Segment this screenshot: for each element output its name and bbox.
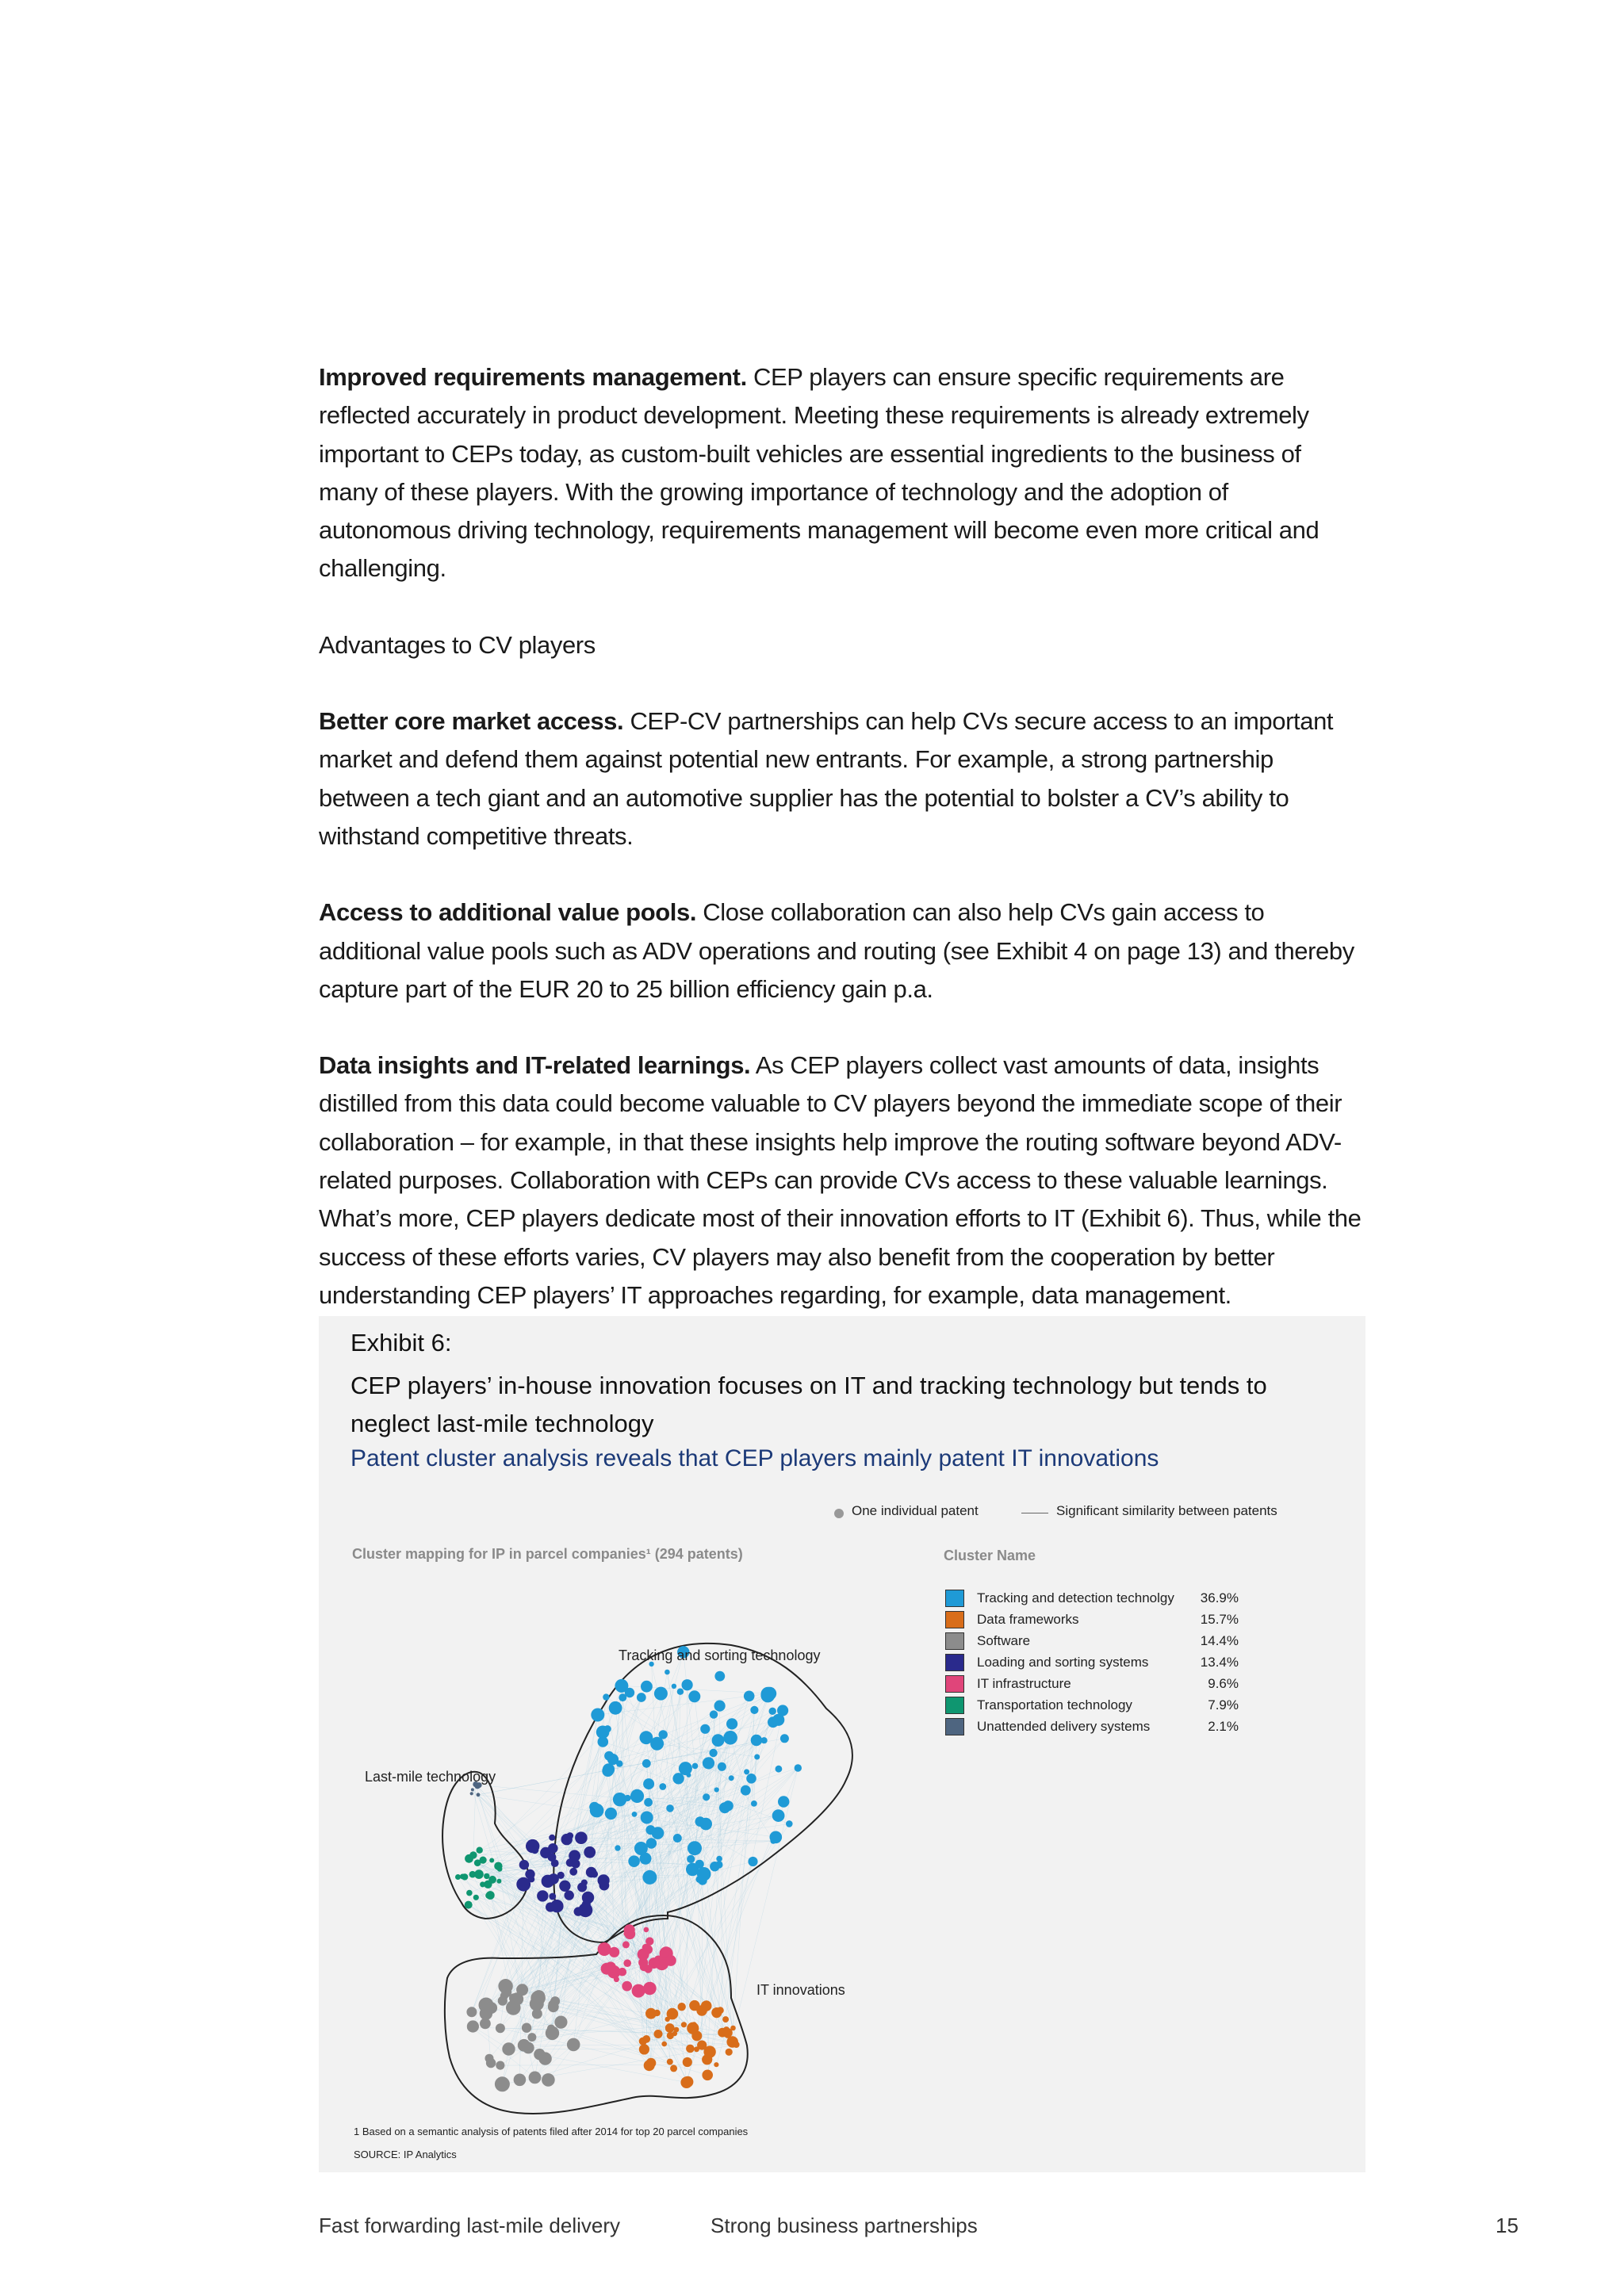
cluster-caption: Cluster Name <box>944 1548 1036 1563</box>
patent-dot <box>691 2022 697 2027</box>
patent-dot <box>688 1841 702 1855</box>
legend-label: Loading and sorting systems <box>977 1655 1149 1670</box>
legend-swatch <box>945 1611 964 1628</box>
patent-dot <box>550 1900 563 1912</box>
patent-dot <box>679 1762 692 1775</box>
region-label-tracking: Tracking and sorting technology <box>619 1647 821 1663</box>
patent-dot <box>467 2022 477 2032</box>
patent-dot <box>634 1842 648 1855</box>
paragraph-requirements <box>319 358 1365 588</box>
patent-dot <box>733 2042 740 2048</box>
patent-dot <box>455 1874 461 1880</box>
region-label-it: IT innovations <box>756 1982 845 1998</box>
legend-share: 13.4% <box>1200 1655 1239 1670</box>
patent-dot <box>582 1892 594 1904</box>
patent-dot <box>795 1764 802 1771</box>
patent-dot <box>750 1706 758 1714</box>
patent-dot <box>502 2042 515 2055</box>
patent-dot <box>726 1718 737 1729</box>
paragraph-lead: Access to additional value pools. <box>319 898 697 927</box>
key-patent-label: One individual patent <box>852 1503 979 1518</box>
patent-dot <box>667 2059 673 2065</box>
legend-label: Software <box>977 1633 1031 1648</box>
patent-dot <box>604 1751 614 1761</box>
patent-dot-icon <box>834 1509 844 1518</box>
patent-dot <box>574 1907 583 1915</box>
patent-dot <box>714 1787 719 1792</box>
patent-dot <box>714 1736 722 1744</box>
patent-dot <box>615 1845 620 1850</box>
patent-dot <box>511 1992 523 2005</box>
patent-dot <box>537 1890 548 1901</box>
legend-share: 14.4% <box>1200 1633 1239 1648</box>
legend-swatch <box>945 1654 964 1671</box>
patent-dot <box>623 1931 628 1936</box>
patent-dot <box>519 1860 529 1869</box>
exhibit-6 <box>319 1316 1365 2172</box>
patent-dot <box>542 2073 555 2087</box>
patent-dot <box>565 1890 574 1900</box>
patent-dot <box>486 2002 497 2013</box>
patent-dot <box>683 2057 692 2067</box>
patent-dot <box>462 1873 468 1880</box>
patent-dot <box>640 1962 649 1971</box>
patent-dot <box>470 1792 473 1795</box>
patent-dot <box>625 1688 634 1697</box>
patent-dot <box>724 2031 731 2038</box>
patent-dot <box>672 1773 684 1784</box>
patent-dot <box>686 2045 695 2053</box>
legend-row <box>945 1632 1262 1653</box>
paragraph-data-insights <box>319 1047 1365 1314</box>
patent-dot <box>497 1866 503 1872</box>
patent-dot <box>670 2064 677 2072</box>
paragraph-lead: Better core market access. <box>319 707 624 736</box>
patent-dot <box>496 2023 505 2033</box>
patent-dot <box>744 1769 749 1774</box>
patent-dot <box>751 1800 757 1807</box>
legend-swatch <box>945 1675 964 1693</box>
patent-dot <box>666 1804 674 1812</box>
legend-share: 7.9% <box>1208 1697 1239 1712</box>
patent-dot <box>465 1854 473 1863</box>
patent-dot <box>584 1846 596 1858</box>
similarity-edge <box>573 1769 779 1872</box>
patent-dot <box>654 2030 663 2038</box>
legend-label: Transportation technology <box>977 1697 1132 1712</box>
patent-dot <box>496 2061 504 2070</box>
patent-dot <box>642 1870 657 1885</box>
similarity-edge <box>651 1739 729 2014</box>
map-caption: Cluster mapping for IP in parcel companies¹ (294 patents) <box>352 1546 743 1562</box>
patent-dot <box>649 1957 660 1969</box>
patent-dot <box>686 1773 691 1777</box>
patent-dot <box>523 2042 534 2054</box>
patent-dot <box>677 1689 684 1695</box>
patent-dot <box>644 1798 653 1807</box>
patent-dot <box>772 1809 785 1822</box>
patent-dot <box>613 1793 626 1806</box>
patent-dot <box>465 1901 473 1909</box>
patent-dot <box>722 2016 729 2022</box>
legend-label: Data frameworks <box>977 1612 1079 1627</box>
legend-share: 15.7% <box>1200 1612 1239 1627</box>
patent-dot <box>751 1735 762 1746</box>
patent-dot <box>754 1755 760 1760</box>
similarity-edge <box>645 1802 783 1948</box>
exhibit-label: Exhibit 6: <box>350 1329 452 1357</box>
patent-dot <box>644 2060 655 2071</box>
patent-dot <box>694 2046 699 2052</box>
patent-dot <box>546 2026 559 2040</box>
patent-dot <box>630 1789 644 1803</box>
patent-dot <box>723 1800 733 1811</box>
patent-dot <box>687 1855 695 1863</box>
paragraph-text: As CEP players collect vast amounts of data, insights distilled from this data could become valuable to CV players beyond the immediate scope of their collaboration – for example, in that these insights help improve the routing software beyond ADV-related purposes. Collaboration with CEPs can provide CVs access to these valuable learnings. What’s more, CEP players dedicate most of their innovation efforts to IT (Exhibit 6). Thus, while the success of these efforts varies, CV players may also benefit from the cooperation by better understanding CEP players’ IT approaches regarding, for example, data management. <box>319 1051 1362 1309</box>
patent-dot <box>534 2049 545 2060</box>
patent-dot <box>623 1959 631 1967</box>
patent-dot <box>477 1847 483 1854</box>
patent-dot <box>661 2042 667 2047</box>
patent-dot <box>642 1759 651 1768</box>
patent-dot <box>667 2032 674 2039</box>
patent-dot <box>776 1766 783 1773</box>
patent-dot <box>549 1893 556 1900</box>
legend-label: Unattended delivery systems <box>977 1719 1151 1734</box>
patent-dot <box>542 1875 554 1888</box>
paragraph-market-access <box>319 702 1365 855</box>
patent-dot <box>614 1976 619 1982</box>
legend-label: IT infrastructure <box>977 1676 1071 1691</box>
patent-dot <box>602 1765 614 1777</box>
exhibit-title: CEP players’ in-house innovation focuses on IT and tracking technology but tends to neglect last-mile technology <box>350 1372 1267 1437</box>
body-text <box>319 358 1365 1353</box>
patent-dot <box>531 1846 539 1854</box>
patent-dot <box>484 1873 489 1879</box>
patent-dot <box>665 2023 675 2033</box>
patent-dot <box>688 1690 700 1702</box>
legend-row <box>945 1674 1262 1696</box>
patent-dot <box>644 1927 649 1933</box>
patent-dot <box>640 1731 653 1744</box>
patent-dot <box>575 1831 588 1844</box>
legend-share: 9.6% <box>1208 1676 1239 1691</box>
patent-dot <box>591 1870 598 1877</box>
patent-dot <box>609 1701 622 1715</box>
legend-row <box>945 1610 1262 1632</box>
patent-dot <box>760 1689 775 1703</box>
patent-dot <box>548 2000 557 2009</box>
patent-dot <box>567 2038 580 2052</box>
patent-dot <box>632 1984 645 1998</box>
patent-dot <box>554 2016 567 2029</box>
patent-dot <box>528 1876 534 1882</box>
patent-dot <box>589 1802 599 1812</box>
patent-dot <box>682 1679 693 1690</box>
patent-dot <box>689 2000 699 2011</box>
patent-dot <box>603 1693 609 1700</box>
legend-row <box>945 1589 1262 1610</box>
patent-dot <box>714 2062 718 2067</box>
paragraph-text: CEP-CV partnerships can help CVs secure access to an important market and defend them against potential new entrants. For example, a strong partnership between a tech giant and an automotive supplier has the potential to bolster a CV’s ability to withstand competitive threats. <box>319 707 1334 850</box>
patent-dot <box>632 1812 638 1817</box>
patent-dot <box>486 1891 495 1900</box>
legend-swatch <box>945 1697 964 1714</box>
patent-dot <box>637 1693 646 1702</box>
patent-dot <box>604 1725 611 1732</box>
patent-dot <box>699 1818 712 1831</box>
patent-dot <box>495 2076 510 2091</box>
patent-dot <box>642 2035 650 2043</box>
patent-dot <box>605 1961 616 1973</box>
patent-dot <box>598 1942 611 1956</box>
patent-dot <box>703 1793 710 1800</box>
patent-dot <box>489 1858 494 1863</box>
similarity-edge <box>729 1768 798 2052</box>
patent-dot <box>778 1796 789 1807</box>
patent-dot <box>702 2070 713 2081</box>
legend-share: 36.9% <box>1200 1590 1239 1605</box>
patent-dot <box>770 1831 783 1844</box>
patent-dot <box>498 1996 508 2006</box>
patent-dot <box>710 1710 718 1718</box>
patent-dot <box>692 1763 699 1770</box>
paragraph-text: CEP players can ensure specific requirements are reflected accurately in product development. Meeting these requirements is already extremely important to CEPs today, as custom-built vehicles are essential ingredients to the business of many of these players. With the growing importance of technology and the adoption of autonomous driving technology, requirements management will become even more critical and challenging. <box>319 363 1320 583</box>
footer-section: Strong business partnerships <box>710 2214 978 2237</box>
patent-dot <box>726 2049 733 2056</box>
patent-dot <box>643 1778 654 1789</box>
patent-dot <box>714 1671 725 1682</box>
patent-dot <box>645 1937 653 1945</box>
exhibit-subtitle: Patent cluster analysis reveals that CEP players mainly patent IT innovations <box>350 1445 1159 1471</box>
patent-dot <box>716 1856 722 1862</box>
patent-dot <box>548 1843 558 1854</box>
patent-dot <box>769 1708 776 1715</box>
paragraph-text: Close collaboration can also help CVs gain access to additional value pools such as ADV operations and routing (see Exhibit 4 on page 13) and thereby capture part of the EUR 20 to 25 billion efficiency gain p.a. <box>319 898 1354 1003</box>
patent-dot <box>744 1691 755 1702</box>
patent-dot <box>645 2008 657 2019</box>
patent-dot <box>577 1883 587 1892</box>
patent-dot <box>718 1762 726 1771</box>
patent-dot <box>533 1990 546 2003</box>
legend-label: Tracking and detection technolgy <box>977 1590 1174 1605</box>
similarity-edge <box>473 1785 476 1855</box>
legend-row <box>945 1696 1262 1717</box>
exhibit-footnote: 1 Based on a semantic analysis of patents filed after 2014 for top 20 parcel companies <box>354 2126 749 2137</box>
patent-dot <box>703 1757 714 1769</box>
patent-dot <box>622 1941 630 1948</box>
patent-dot <box>786 1820 793 1827</box>
legend-swatch <box>945 1590 964 1607</box>
patent-dot <box>551 1859 559 1867</box>
patent-dot <box>646 1838 657 1848</box>
patent-dot <box>709 1749 717 1757</box>
patent-dot <box>641 1681 653 1693</box>
patent-dot <box>605 1808 617 1820</box>
patent-dot <box>645 1825 655 1835</box>
patent-dot <box>701 2000 712 2011</box>
patent-dot <box>477 1793 481 1797</box>
patent-dot <box>714 1701 726 1712</box>
patent-dot <box>628 1855 640 1867</box>
patent-dot <box>532 2009 542 2019</box>
patent-dot <box>665 1670 670 1675</box>
legend-row <box>945 1653 1262 1674</box>
patent-dot <box>496 1879 501 1884</box>
patent-dot <box>673 1834 682 1843</box>
paragraph-lead: Data insights and IT-related learnings. <box>319 1051 751 1080</box>
patent-dot <box>654 1687 668 1701</box>
section-heading: Advantages to CV players <box>319 630 596 659</box>
patent-dot <box>674 2027 680 2033</box>
patent-dot <box>480 1881 485 1887</box>
patent-dot <box>725 1735 732 1742</box>
patent-dot <box>569 1850 580 1862</box>
patent-dot <box>569 1868 577 1876</box>
patent-dot <box>772 1714 784 1726</box>
patent-dot <box>466 2007 477 2017</box>
patent-dot <box>559 1881 570 1892</box>
patent-dot <box>681 2022 687 2027</box>
patent-dot <box>715 1861 722 1868</box>
patent-dot <box>624 1795 630 1801</box>
patent-dot <box>741 1785 751 1796</box>
patent-dot <box>480 1857 487 1864</box>
patent-dot <box>643 1982 657 1996</box>
patent-dot <box>665 1955 676 1966</box>
patent-dot <box>659 1783 666 1790</box>
legend-row <box>945 1717 1262 1739</box>
legend-swatch <box>945 1718 964 1735</box>
patent-dot <box>639 2044 649 2054</box>
patent-dot <box>748 1857 757 1866</box>
paragraph-value-pools <box>319 894 1365 1008</box>
patent-dot <box>466 1890 473 1896</box>
patent-dot <box>527 2033 536 2042</box>
patent-dot <box>638 1949 649 1961</box>
patent-network <box>319 1570 890 2125</box>
patent-dot <box>780 1734 789 1743</box>
similarity-edge <box>608 1696 768 1771</box>
patent-dot <box>485 2054 494 2063</box>
patent-dot <box>622 1981 632 1992</box>
patent-dot <box>717 2007 724 2014</box>
region-label-last-mile: Last-mile technology <box>365 1769 496 1785</box>
footer-publication: Fast forwarding last-mile delivery <box>319 2214 621 2237</box>
patent-dot <box>619 1968 627 1976</box>
patent-dot <box>561 1834 573 1845</box>
page-number: 15 <box>1496 2214 1519 2237</box>
patent-dot <box>680 2076 692 2088</box>
patent-dot <box>591 1709 604 1722</box>
patent-dot <box>474 1869 484 1879</box>
patent-dot <box>678 2003 686 2011</box>
patent-dot <box>514 2074 527 2087</box>
patent-dot <box>471 1788 474 1791</box>
patent-dot <box>667 2008 679 2020</box>
patent-dot <box>700 1724 710 1734</box>
paragraph-lead: Improved requirements management. <box>319 363 747 391</box>
patent-dot <box>641 1812 653 1824</box>
patent-dot <box>473 1895 479 1900</box>
key-similarity-label: Significant similarity between patents <box>1056 1503 1277 1518</box>
patent-dot <box>557 1872 565 1879</box>
patent-dot <box>522 2023 531 2033</box>
patent-dot <box>498 1979 512 1993</box>
patent-dot <box>598 1874 610 1886</box>
legend-swatch <box>945 1632 964 1650</box>
patent-dot <box>529 2072 542 2084</box>
patent-dot <box>729 1775 734 1781</box>
patent-dot <box>549 1835 555 1841</box>
patent-dot <box>697 1867 711 1881</box>
similarity-edges <box>458 1652 799 2084</box>
patent-dot <box>761 1737 768 1743</box>
patent-dot <box>746 1774 756 1784</box>
patent-dot <box>672 1684 676 1689</box>
exhibit-source: SOURCE: IP Analytics <box>354 2149 457 2160</box>
legend-share: 2.1% <box>1208 1719 1239 1734</box>
